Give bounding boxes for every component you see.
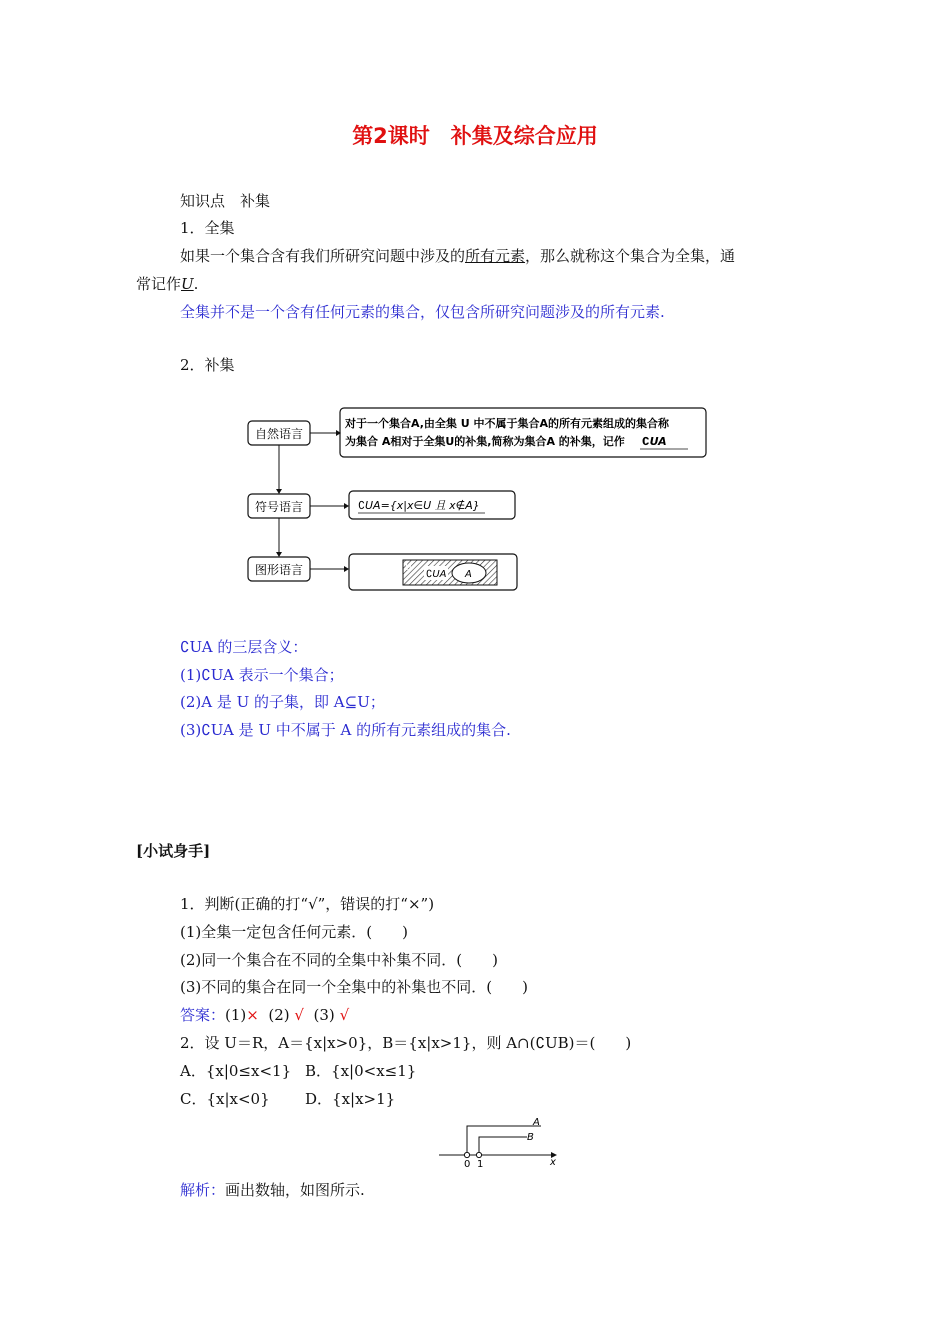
q1-item-1: (1)全集一定包含任何元素．( )	[180, 923, 408, 941]
arrowhead-connector-2	[276, 552, 282, 557]
q1-item-2: (2)同一个集合在不同的全集中补集不同．( )	[180, 951, 498, 969]
venn-a-label: A	[465, 569, 472, 580]
practice-heading: [小试身手]	[136, 842, 211, 860]
natural-notation-overlay	[640, 430, 700, 452]
label-a: A	[533, 1117, 540, 1128]
natural-definition-line1: 对于一个集合A,由全集 U 中不属于集合A的所有元素组成的集合称	[345, 417, 669, 430]
def-line2-underlined: U	[181, 275, 194, 293]
number-line-diagram	[435, 1112, 565, 1170]
def-line1-post: ，那么就称这个集合为全集，通	[525, 247, 736, 265]
symbol-language-label: 符号语言	[254, 500, 304, 514]
answer-1-num: (1)	[225, 1006, 247, 1024]
answer-1-mark: ×	[246, 1006, 259, 1024]
meaning-3: (3)∁UA 是 U 中不属于 A 的所有元素组成的集合.	[180, 721, 511, 739]
label-one: 1	[477, 1159, 484, 1170]
label-zero: 0	[464, 1159, 471, 1170]
q1-answer	[180, 1004, 349, 1025]
def-line1-underlined: 所有元素	[465, 247, 526, 265]
point-zero	[464, 1152, 469, 1157]
full-set-definition-line1	[180, 245, 735, 266]
natural-definition-line2: 为集合 A相对于全集U的补集,简称为集合A 的补集，记作	[345, 435, 625, 448]
def-line2-post: .	[193, 275, 199, 293]
answer-2-mark: √	[294, 1006, 304, 1024]
q2-option-d: D．{x|x>1}	[305, 1090, 396, 1108]
meaning-title: ∁UA 的三层含义：	[180, 638, 308, 656]
venn-u-label: U	[405, 563, 412, 573]
label-x: x	[550, 1157, 556, 1168]
natural-language-label: 自然语言	[254, 427, 304, 441]
q2-analysis	[180, 1179, 365, 1200]
full-set-definition-line2	[136, 273, 198, 294]
q2-option-a: A．{x|0≤x<1}	[180, 1062, 292, 1080]
symbol-definition-text: ∁UA={x|x∈U 且 x∉A}	[358, 499, 480, 512]
page-title: 第2课时 补集及综合应用	[352, 124, 598, 148]
graph-language-label: 图形语言	[254, 563, 304, 577]
analysis-label: 解析：	[180, 1181, 226, 1199]
full-set-note: 全集并不是一个含有任何元素的集合，仅包含所研究问题涉及的所有元素.	[180, 303, 665, 321]
venn-complement-label: ∁UA	[426, 569, 447, 580]
answer-3-mark: √	[339, 1006, 350, 1024]
q2-stem: 2．设 U＝R，A＝{x|x>0}，B＝{x|x>1}，则 A∩(∁UB)＝( )	[180, 1034, 632, 1052]
q2-option-b: B．{x|0<x≤1}	[305, 1062, 417, 1080]
point-one	[476, 1152, 481, 1157]
full-set-number: 1．全集	[180, 219, 235, 237]
answer-3-num: (3)	[313, 1006, 335, 1024]
complement-number: 2．补集	[180, 356, 235, 374]
def-line1-pre: 如果一个集合含有我们所研究问题中涉及的	[180, 247, 466, 265]
def-line2-pre: 常记作	[136, 275, 182, 293]
arrowhead-symbol	[344, 503, 349, 509]
answer-label: 答案：	[180, 1006, 226, 1024]
answer-2-num: (2)	[268, 1006, 290, 1024]
set-b-line	[479, 1137, 527, 1155]
natural-notation: ∁UA	[642, 435, 667, 448]
analysis-text: 画出数轴，如图所示.	[225, 1181, 365, 1199]
arrowhead-graph	[344, 566, 349, 572]
q2-option-c: C．{x|x<0}	[180, 1090, 270, 1108]
q1-item-3: (3)不同的集合在同一个全集中的补集也不同．( )	[180, 978, 528, 996]
section-heading: 知识点 补集	[180, 192, 271, 210]
arrowhead-connector-1	[276, 489, 282, 494]
complement-concept-diagram	[240, 403, 669, 598]
q1-stem: 1．判断(正确的打“√”，错误的打“×”)	[180, 895, 435, 913]
label-b: B	[527, 1132, 534, 1143]
meaning-2: (2)A 是 U 的子集，即 A⊆U；	[180, 693, 385, 711]
meaning-1: (1)∁UA 表示一个集合；	[180, 666, 344, 684]
